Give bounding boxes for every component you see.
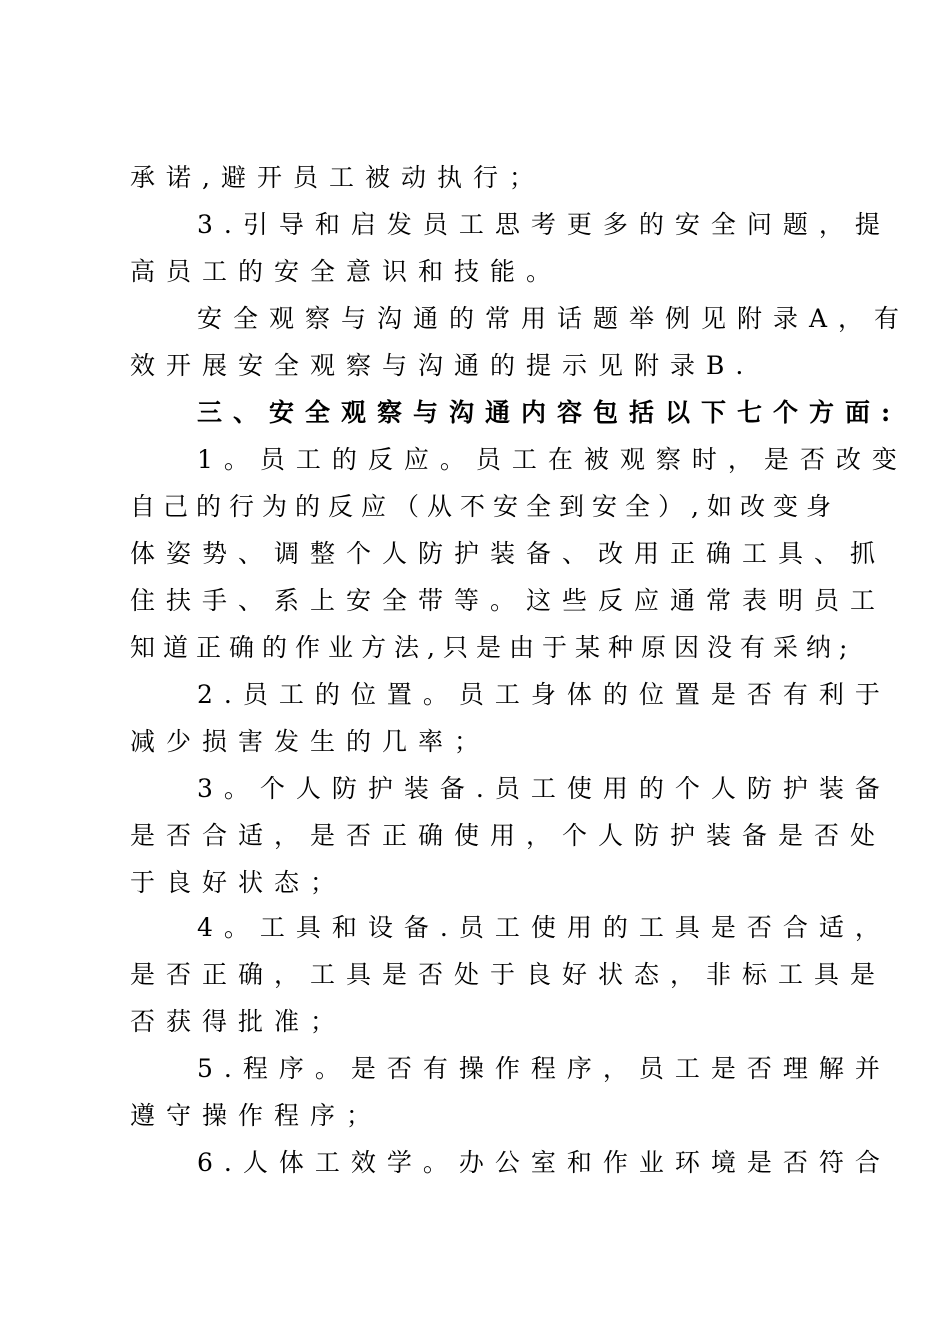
- text-line: 2.员工的位置。员工身体的位置是否有利于: [197, 680, 891, 709]
- text-line: 是否正确，工具是否处于良好状态，非标工具是: [130, 960, 887, 989]
- text-line: 3。个人防护装备.员工使用的个人防护装备: [197, 774, 891, 803]
- text-line: 体姿势、调整个人防护装备、改用正确工具、抓: [130, 539, 887, 568]
- appendix-a-reference: 安全观察与沟通的常用话题举例见附录A，有: [197, 304, 911, 333]
- text-line: 住扶手、系上安全带等。这些反应通常表明员工: [130, 586, 887, 615]
- text-line: [197, 297, 911, 341]
- text-line: 4。工具和设备.员工使用的工具是否合适，: [197, 913, 891, 942]
- text-line: 遵守操作程序；: [130, 1101, 383, 1130]
- text-line: 承诺,避开员工被动执行；: [130, 163, 545, 192]
- text-line: 自己的行为的反应（从不安全到安全）,如改变身: [130, 492, 839, 521]
- text-line: 效开展安全观察与沟通的提示见附录B.: [130, 351, 755, 380]
- text-line: 5.程序。是否有操作程序，员工是否理解并: [197, 1054, 891, 1083]
- text-line: 高员工的安全意识和技能。: [130, 257, 563, 286]
- text-line: 知道正确的作业方法,只是由于某种原因没有采纳;: [130, 633, 856, 662]
- section-heading: 三、安全观察与沟通内容包括以下七个方面:: [197, 398, 902, 427]
- text-line: 3.引导和启发员工思考更多的安全问题，提: [197, 210, 891, 239]
- text-line: 于良好状态；: [130, 868, 347, 897]
- text-line: 是否合适，是否正确使用，个人防护装备是否处: [130, 821, 887, 850]
- text-line: 1。员工的反应。员工在被观察时，是否改变: [197, 445, 908, 474]
- text-line: 6.人体工效学。办公室和作业环境是否符合: [197, 1148, 891, 1177]
- text-line: 减少损害发生的几率；: [130, 727, 491, 756]
- text-line: 否获得批准；: [130, 1007, 347, 1036]
